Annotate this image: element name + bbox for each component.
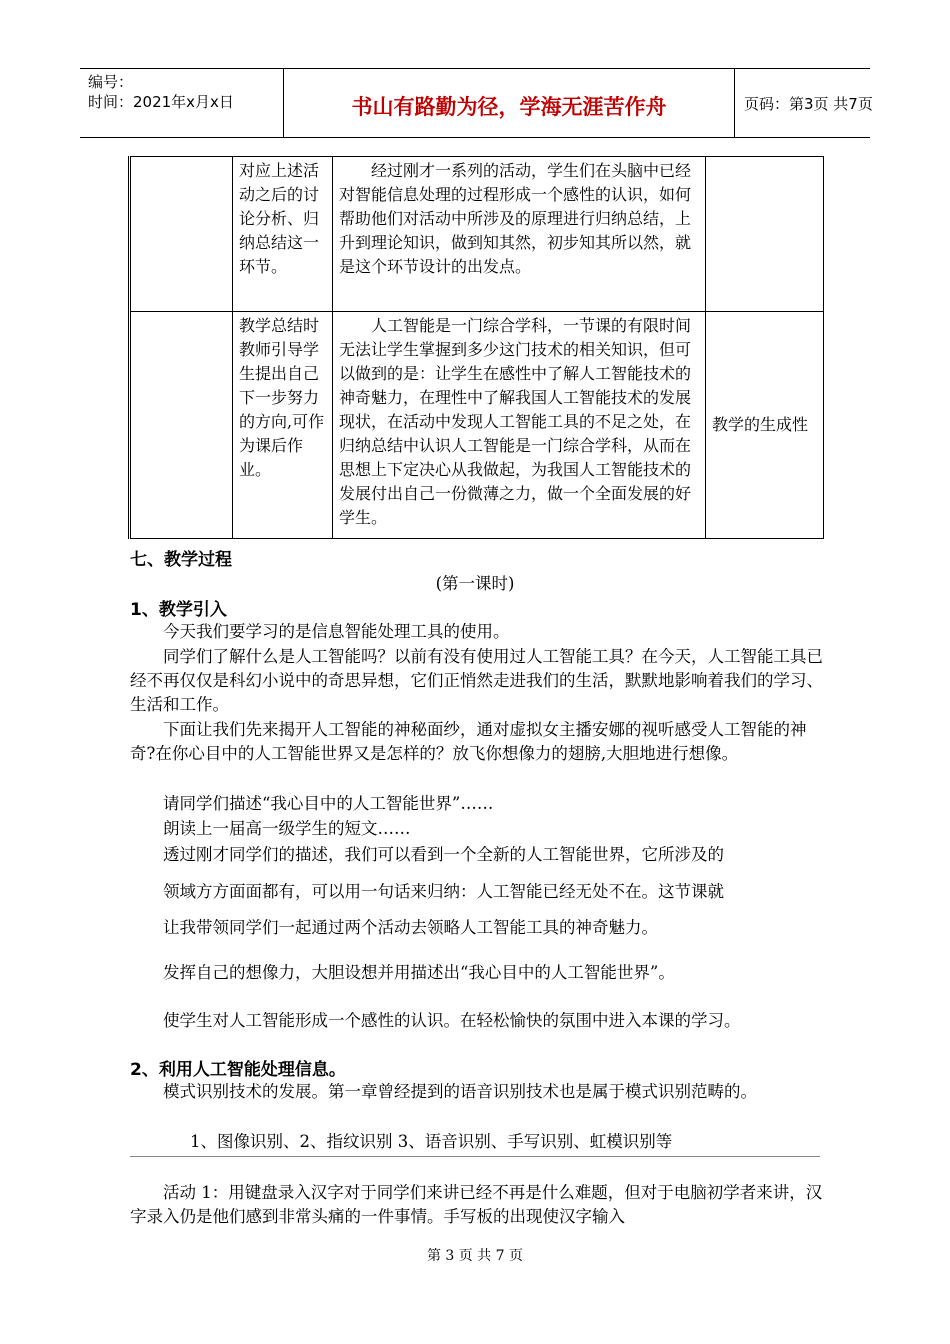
- table-cell-stage: 对应上述活动之后的讨论分析、归纳总结这一环节。: [233, 157, 333, 312]
- header-motto-cell: [283, 69, 735, 137]
- document-number-label: 编号：: [88, 73, 134, 91]
- paragraph: 活动 1：用键盘录入汉字对于同学们来讲已经不再是什么难题，但对于电脑初学者来讲，汉字录入仍是他们感到非常头痛的一件事情。手写板的出现使汉字输入: [130, 1183, 823, 1226]
- paragraph: 朗读上一届高一级学生的短文……: [163, 819, 411, 838]
- paragraph: 透过刚才同学们的描述，我们可以看到一个全新的人工智能世界，它所涉及的: [163, 845, 724, 864]
- header-page-cell: [734, 69, 873, 137]
- table-cell-description: 经过刚才一系列的活动，学生们在头脑中已经对智能信息处理的过程形成一个感性的认识，如何帮助他们对活动中所涉及的原理进行归纳总结，上升到理论知识，做到知其然，初步知其所以然，就是这个环节设计的出发点。: [333, 157, 706, 312]
- table-row: [130, 312, 824, 539]
- table-cell-stage: 教学总结时教师引导学生提出自己下一步努力的方向,可作为课后作业。: [233, 312, 333, 539]
- paragraph: 同学们了解什么是人工智能吗？以前有没有使用过人工智能工具？在今天，人工智能工具已经不再仅仅是科幻小说中的奇思异想，它们正悄然走进我们的生活，默默地影响着我们的学习、生活和工作。: [130, 647, 823, 714]
- recognition-list: 1、图像识别、2、指纹识别 3、语音识别、手写识别、虹模识别等: [190, 1132, 673, 1151]
- paragraph: 下面让我们先来揭开人工智能的神秘面纱，通对虚拟女主播安娜的视听感受人工智能的神奇?在你心目中的人工智能世界又是怎样的？放飞你想像力的翅膀,大胆地进行想像。: [130, 720, 807, 763]
- table-cell-empty: [130, 312, 233, 539]
- table-cell-description: 人工智能是一门综合学科，一节课的有限时间无法让学生掌握到多少这门技术的相关知识，但可以做到的是：让学生在感性中了解人工智能技术的神奇魅力，在理性中了解我国人工智能技术的发展现状，在活动中发现人工智能工具的不足之处，在归纳总结中认识人工智能是一门综合学科，从而在思想上下定决心从我做起，为我国人工智能技术的发展付出自己一份微薄之力，做一个全面发展的好学生。: [333, 312, 706, 539]
- table-row: [130, 157, 824, 312]
- page-footer: 第 3 页 共 7 页: [426, 1248, 524, 1264]
- paragraph: 请同学们描述“我心目中的人工智能世界”……: [163, 794, 494, 813]
- paragraph: 今天我们要学习的是信息智能处理工具的使用。: [163, 622, 510, 641]
- paragraph: 模式识别技术的发展。第一章曾经提到的语音识别技术也是属于模式识别范畴的。: [163, 1082, 757, 1101]
- paragraph: 让我带领同学们一起通过两个活动去领略人工智能工具的神奇魅力。: [163, 918, 658, 937]
- paragraph: 领域方方面面都有，可以用一句话来归纳：人工智能已经无处不在。这节课就: [163, 882, 724, 901]
- section-title: 七、教学过程: [130, 550, 232, 570]
- paragraph: 使学生对人工智能形成一个感性的认识。在轻松愉快的氛围中进入本课的学习。: [163, 1011, 741, 1030]
- lesson-label: (第一课时): [435, 574, 515, 593]
- paragraph: 发挥自己的想像力，大胆设想并用描述出“我心目中的人工智能世界”。: [163, 963, 675, 982]
- table-cell-note: [706, 157, 824, 312]
- table-cell-note: 教学的生成性: [706, 312, 824, 539]
- divider: [130, 1156, 820, 1157]
- design-table: [128, 156, 824, 539]
- page-header: [80, 68, 873, 138]
- header-motto: 书山有路勤为径，学海无涯苦作舟: [351, 95, 667, 119]
- table-cell-empty: [130, 157, 233, 312]
- document-time-label: 时间：2021年x月x日: [88, 93, 234, 111]
- subsection-title: 2、利用人工智能处理信息。: [130, 1060, 346, 1080]
- header-info-cell: [80, 69, 283, 137]
- subsection-title: 1、教学引入: [130, 600, 227, 620]
- header-page-number: 页码：第3页 共7页: [744, 95, 873, 113]
